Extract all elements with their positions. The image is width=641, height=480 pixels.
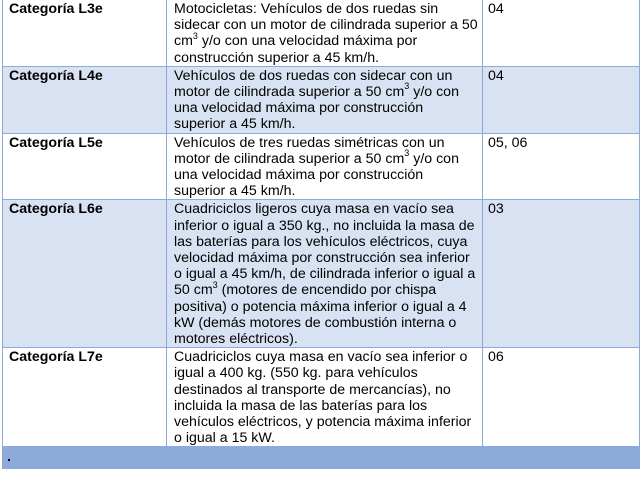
superscript-exponent: 3 [404,148,410,159]
description-text: Motocicletas: Vehículos de dos ruedas sin sidecar con un motor de cilindrada superior a 50 cm [174,1,478,50]
category-label: Categoría L4e [9,67,103,84]
table-row [3,133,640,200]
class-value: 06 [488,349,504,366]
category-cell [3,348,167,447]
table-row [3,348,640,447]
table-row [3,66,640,133]
description-text-continued: y/o con una velocidad máxima por construcción superior a 45 km/h. [174,33,418,66]
class-value: 04 [488,67,504,84]
category-cell [3,133,167,200]
category-label: Categoría L3e [9,1,103,17]
description-cell [167,0,483,66]
description-text-continued: (motores de encendido por chispa positiva) o potencia máxima inferior o igual a 4 kW (demás motores de combustión interna o motores eléctricos). [174,282,467,348]
table-footer-row [3,447,640,469]
category-label: Categoría L5e [9,134,103,151]
category-label: Categoría L6e [9,201,103,218]
class-cell [483,0,640,66]
class-cell [483,66,640,133]
class-cell [483,133,640,200]
superscript-exponent: 3 [192,30,198,41]
class-cell [483,200,640,348]
description-text-continued: y/o con una velocidad máxima por construcción superior a 45 km/h. [174,150,459,200]
description-text: Cuadriciclos cuya masa en vacío sea inferior o igual a 400 kg. (550 kg. para vehículos destinados al transporte de mercancías), no incluida la masa de las baterías para los vehículos eléctricos, y potencia máxima inferior o igual a 15 kW. [174,349,472,447]
superscript-exponent: 3 [212,279,218,290]
category-cell [3,66,167,133]
footer-text: . [7,448,11,465]
footer-cell [167,447,483,469]
category-cell [3,200,167,348]
description-cell [167,133,483,200]
description-cell [167,200,483,348]
table-body [3,0,640,469]
class-value: 03 [488,201,504,218]
superscript-exponent: 3 [404,81,410,92]
category-cell [3,0,167,66]
footer-cell [3,447,167,469]
description-text-continued: y/o con una velocidad máxima por construcción superior a 45 km/h. [174,84,459,133]
class-value: 04 [488,1,504,17]
description-text: Vehículos de tres ruedas simétricas con un motor de cilindrada superior a 50 cm [174,134,445,167]
vehicle-category-table [2,0,640,469]
description-text: Cuadriciclos ligeros cuya masa en vacío sea inferior o igual a 350 kg., no incluida la masa de las baterías para los vehículos eléctricos, cuya velocidad máxima por construcción sea inferior o igual a 45 km/h, de cilindrada inferior o igual a 50 cm [174,201,476,299]
table-row [3,200,640,348]
category-label: Categoría L7e [9,349,103,366]
description-cell [167,66,483,133]
description-text: Vehículos de dos ruedas con sidecar con un motor de cilindrada superior a 50 cm [174,67,453,101]
class-value: 05, 06 [488,134,528,151]
table-row [3,0,640,66]
class-cell [483,348,640,447]
footer-cell [483,447,640,469]
description-cell [167,348,483,447]
